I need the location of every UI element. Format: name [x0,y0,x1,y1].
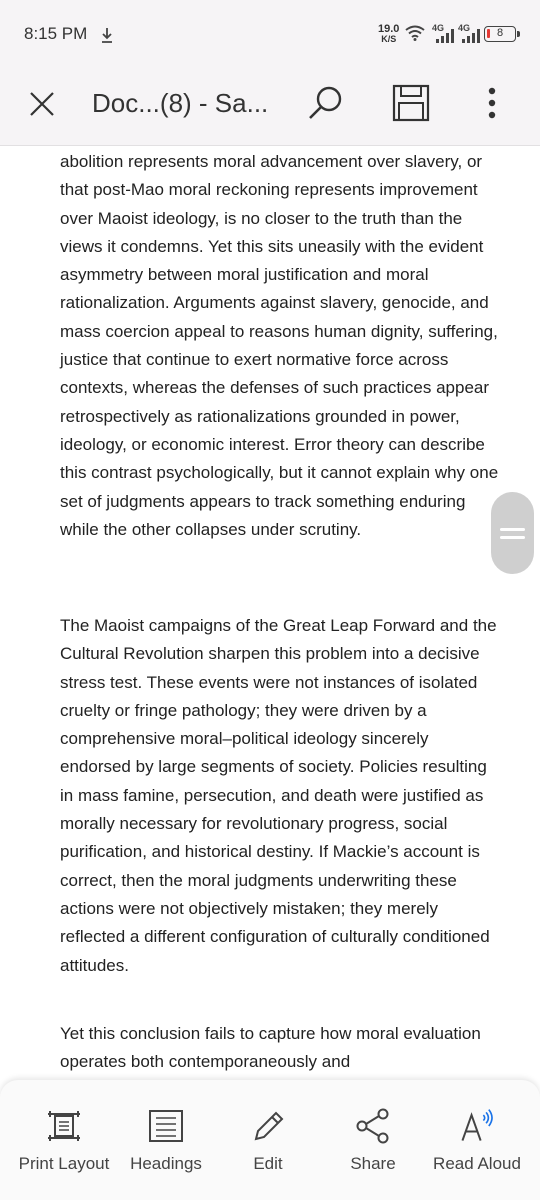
read-aloud-icon [457,1106,497,1146]
share-icon [353,1106,393,1146]
document-paragraph: abolition represents moral advancement over slavery, or that post-Mao moral reckoning represents improvement over Maoist ideology, is no closer to the truth than the views it condemns. Yet this sits uneasily with the evident asymmetry between moral justification and moral rationalization. Arguments against slavery, genocide, and mass coercion appeal to reasons human dignity, suffering, justice that continue to exert normative force across contexts, whereas the defenses of such practices appear retrospectively as rationalizations grounded in power, ideology, or economic interest. Error theory can describe this contrast psychologically, but it cannot explain why one set of judgments appears to track something enduring while the other collapses under scrutiny. [60,152,499,539]
document-paragraph: The Maoist campaigns of the Great Leap Forward and the Cultural Revolution sharpen this problem into a decisive stress test. These events were not instances of isolated cruelty or fringe pathology; they were driven by a comprehensive moral–political ideology sincerely endorsed by large segments of society. Policies resulting in mass famine, persecution, and death were justified as morally necessary for revolutionary progress, social purification, and historical destiny. If Mackie’s account is correct, then the moral judgments underwriting these actions were not objectively mistaken; they merely reflected a different configuration of culturally conditioned attitudes. [60,616,497,975]
share-label: Share [350,1154,396,1173]
headings-icon [146,1106,186,1146]
print-layout-icon [44,1106,84,1146]
headings-label: Headings [130,1154,202,1173]
battery-level: 8 [496,27,504,39]
search-button[interactable] [302,80,348,126]
save-button[interactable] [388,80,434,126]
app-bar [0,70,540,146]
print-layout-button[interactable] [10,1080,118,1200]
more-vert-icon [487,87,497,119]
status-time: 8:15 PM [24,24,88,43]
print-layout-label: Print Layout [18,1154,110,1173]
battery-icon [484,26,516,42]
read-aloud-label: Read Aloud [433,1154,521,1173]
net-speed-value: 19.0 [378,23,400,35]
close-button[interactable] [22,84,62,124]
bottom-toolbar [0,1080,540,1200]
search-icon [305,83,345,123]
edit-icon [248,1106,288,1146]
signal-label-2: 4G [458,23,471,33]
net-speed [378,24,399,44]
net-speed-unit: K/S [381,34,397,44]
document-paragraph: Yet this conclusion fails to capture how moral evaluation operates both contemporaneously and [60,1024,481,1072]
download-icon [100,26,114,44]
document-title[interactable]: Doc...(8) - Sa... [92,88,269,118]
more-options-button[interactable] [474,80,510,126]
signal-icon [432,22,456,44]
share-button[interactable] [334,1080,412,1200]
headings-button[interactable] [118,1080,214,1200]
status-bar [0,0,540,70]
wifi-icon [405,25,425,41]
signal-label-1: 4G [432,23,445,33]
scroll-handle[interactable] [491,492,534,574]
edit-label: Edit [253,1154,283,1173]
document-content[interactable] [0,146,540,1080]
edit-button[interactable] [230,1080,306,1200]
close-icon [29,91,55,117]
save-icon [392,84,430,122]
signal-icon-2 [458,22,482,44]
read-aloud-button[interactable] [424,1080,530,1200]
